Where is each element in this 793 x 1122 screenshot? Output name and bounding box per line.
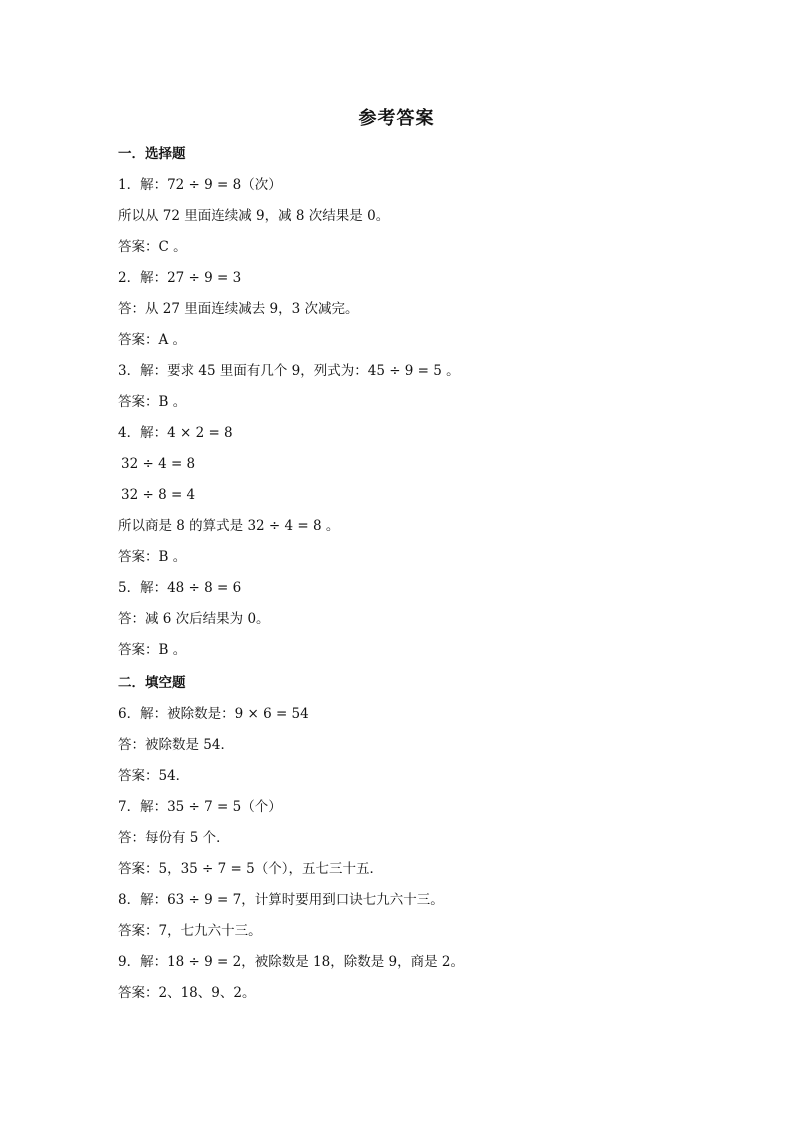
answer-line: 答：从 27 里面连续减去 9，3 次减完。	[118, 301, 359, 317]
answer-line: 答案：B 。	[118, 642, 187, 658]
answer-line: 2．解：27 ÷ 9 = 3	[118, 270, 242, 286]
page-title: 参考答案	[358, 108, 435, 129]
answer-line: 答案：B 。	[118, 549, 187, 565]
answer-line: 6．解：被除数是：9 × 6 = 54	[118, 706, 309, 722]
answer-line: 答案：5，35 ÷ 7 = 5（个），五七三十五．	[118, 861, 383, 877]
answer-line: 1．解：72 ÷ 9 = 8（次）	[118, 177, 282, 193]
answer-line: 答案：54．	[118, 768, 190, 784]
answer-line: 答案：A 。	[118, 332, 187, 348]
answer-line: 答案：B 。	[118, 394, 187, 410]
section-heading-fill: 二．填空题	[118, 675, 186, 691]
section-heading-choice: 一．选择题	[118, 146, 186, 162]
answer-line: 答：每份有 5 个．	[118, 830, 230, 846]
answer-line: 答案：7，七九六十三。	[118, 923, 262, 939]
answer-line: 答案：2、18、9、2。	[118, 985, 256, 1001]
answer-line: 8．解：63 ÷ 9 = 7，计算时要用到口诀七九六十三。	[118, 892, 444, 908]
answer-line: 所以商是 8 的算式是 32 ÷ 4 = 8 。	[118, 518, 340, 534]
answer-line: 所以从 72 里面连续减 9，减 8 次结果是 0。	[118, 208, 390, 224]
answer-line: 9．解：18 ÷ 9 = 2，被除数是 18，除数是 9，商是 2。	[118, 954, 464, 970]
answer-line: 5．解：48 ÷ 8 = 6	[118, 580, 242, 596]
answer-line: 答：被除数是 54．	[118, 737, 234, 753]
answer-line: 答：减 6 次后结果为 0。	[118, 611, 270, 627]
answer-line: 32 ÷ 8 = 4	[121, 487, 196, 503]
answer-line: 答案：C 。	[118, 239, 187, 255]
answer-line: 3．解：要求 45 里面有几个 9，列式为：45 ÷ 9 = 5 。	[118, 363, 460, 379]
answer-line: 7．解：35 ÷ 7 = 5（个）	[118, 799, 282, 815]
answer-line: 32 ÷ 4 = 8	[121, 456, 196, 472]
answer-line: 4．解：4 × 2 = 8	[118, 425, 233, 441]
